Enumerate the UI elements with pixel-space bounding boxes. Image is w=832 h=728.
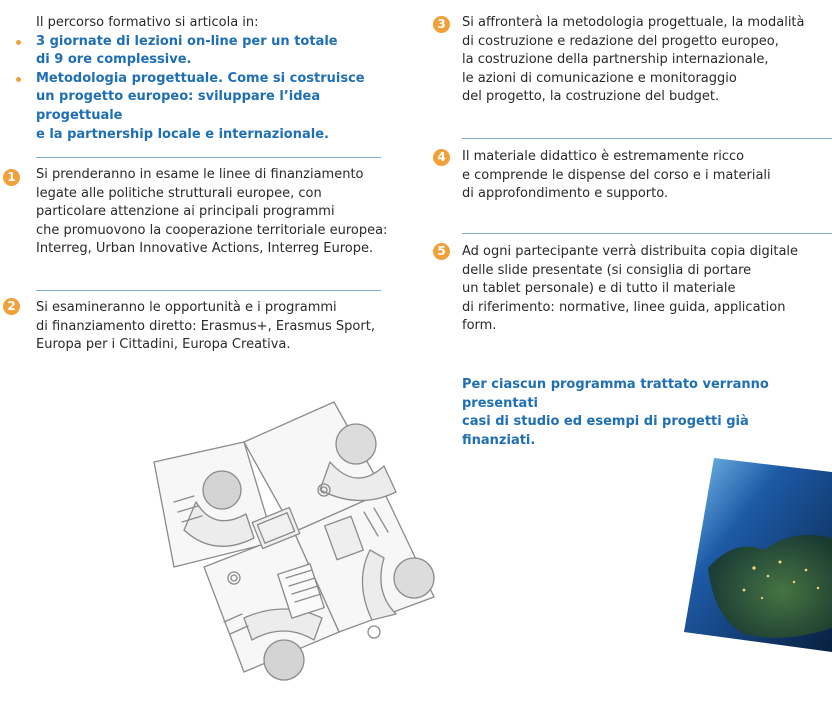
intro-bullet-list: [36, 33, 396, 145]
number-badge-5: 5: [433, 243, 450, 260]
intro-section: [36, 14, 396, 144]
intro-bullet-item: [36, 70, 396, 144]
item-2-text: Si esamineranno le opportunità e i programmi di finanziamento diretto: Erasmus+, Erasmus Sport, Europa per i Cittadini, Europa Creativa.: [36, 300, 375, 353]
item-4-text: Il materiale didattico è estremamente ricco e comprende le dispense del corso e i materiali di approfondimento e supporto.: [462, 149, 771, 202]
earth-at-night-image: [684, 458, 832, 652]
intro-bullet-text: Metodologia progettuale. Come si costruisce un progetto europeo: sviluppare l’idea progettuale e la partnership locale e internazionale.: [36, 70, 365, 142]
highlight-text: Per ciascun programma trattato verranno presentati casi di studio ed esempi di progetti già finanziati.: [462, 377, 769, 448]
item-3-text: Si affronterà la metodologia progettuale, la modalità di costruzione e redazione del progetto europeo, la costruzione della partnership internazionale, le azioni di comunicazione e monitoraggio del progetto, la costruzione del budget.: [462, 15, 805, 105]
item-5-text: Ad ogni partecipante verrà distribuita copia digitale delle slide presentate (si consiglia di portare un tablet personale) e di tutto il materiale di riferimento: normative, linee guida, application form.: [462, 244, 799, 334]
number-badge-1: 1: [3, 169, 20, 186]
item-1-text: Si prenderanno in esame le linee di finanziamento legate alle politiche strutturali europee, con particolare attenzione ai principali programmi che promuovono la cooperazione territoriale europea: Interreg, Urban Innovative Actions, Interreg Europe.: [36, 167, 388, 257]
divider-rule: [36, 157, 381, 158]
number-badge-4: 4: [433, 149, 450, 166]
meeting-sketch-illustration: [134, 382, 494, 722]
intro-bullet-text: 3 giornate di lezioni on-line per un totale di 9 ore complessive.: [36, 33, 338, 68]
number-badge-2: 2: [3, 298, 20, 315]
divider-rule: [462, 138, 832, 139]
bullet-dot-icon: [16, 77, 21, 82]
divider-rule: [36, 290, 381, 291]
number-badge-3: 3: [433, 16, 450, 33]
intro-bullet-item: [36, 33, 396, 70]
intro-lead: Il percorso formativo si articola in:: [36, 15, 259, 30]
bullet-dot-icon: [16, 40, 21, 45]
divider-rule: [462, 233, 832, 234]
